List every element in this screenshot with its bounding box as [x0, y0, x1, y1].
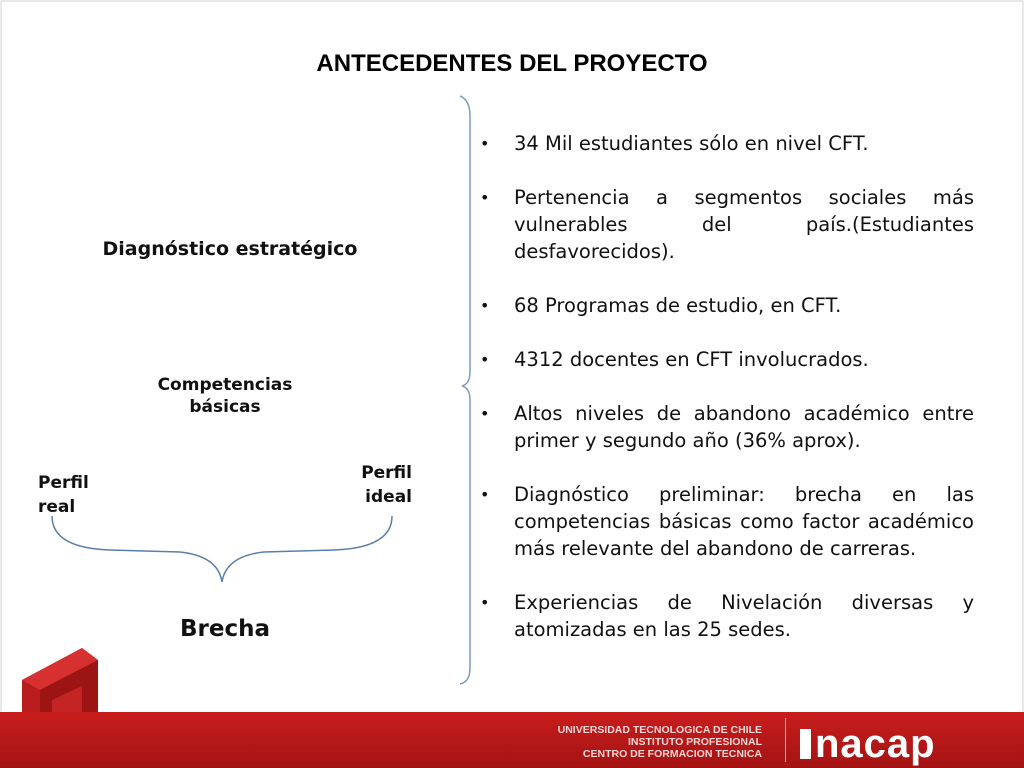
inacap-i-mark-icon — [800, 729, 811, 759]
perfil-ideal-line-1: Perfil — [361, 463, 412, 483]
bullet-item: • Pertenencia a segmentos sociales más vulnerables del país.(Estudiantes desfavorecidos). — [478, 184, 974, 265]
footer-line-2: INSTITUTO PROFESIONAL — [628, 736, 762, 748]
competencias-basicas-label — [120, 374, 330, 418]
competencias-line-1: Competencias — [157, 375, 293, 395]
vertical-bracket-line — [460, 96, 470, 684]
footer-institution-text — [552, 724, 762, 760]
competencias-line-2: básicas — [189, 397, 261, 417]
inacap-logo — [800, 724, 936, 764]
bullet-item: • Altos niveles de abandono académico entre primer y segundo año (36% aprox). — [478, 400, 974, 454]
slide-title: ANTECEDENTES DEL PROYECTO — [316, 50, 708, 77]
footer-line-1: UNIVERSIDAD TECNOLOGICA DE CHILE — [557, 724, 762, 736]
bullet-item: • 68 Programas de estudio, en CFT. — [478, 292, 974, 319]
perfil-real-label — [38, 471, 89, 519]
bullet-item: • Diagnóstico preliminar: brecha en las competencias básicas como factor académico más relevante del abandono de carreras. — [478, 481, 974, 562]
footer-line-3: CENTRO DE FORMACION TECNICA — [582, 748, 762, 760]
bullet-list — [478, 130, 974, 670]
inacap-logo-text: nacap — [815, 722, 936, 766]
bullet-item: • 34 Mil estudiantes sólo en nivel CFT. — [478, 130, 974, 157]
perfil-real-line-2: real — [38, 497, 76, 517]
footer-divider — [785, 718, 786, 762]
perfil-ideal-label — [340, 461, 412, 509]
perfil-ideal-line-2: ideal — [365, 487, 412, 507]
bullet-item: • 4312 docentes en CFT involucrados. — [478, 346, 974, 373]
curly-brace-line — [52, 516, 392, 582]
bullet-item: • Experiencias de Nivelación diversas y atomizadas en las 25 sedes. — [478, 589, 974, 643]
perfil-real-line-1: Perfil — [38, 473, 89, 493]
brecha-label: Brecha — [179, 616, 270, 642]
diagnostico-heading: Diagnóstico estratégico — [102, 238, 358, 260]
